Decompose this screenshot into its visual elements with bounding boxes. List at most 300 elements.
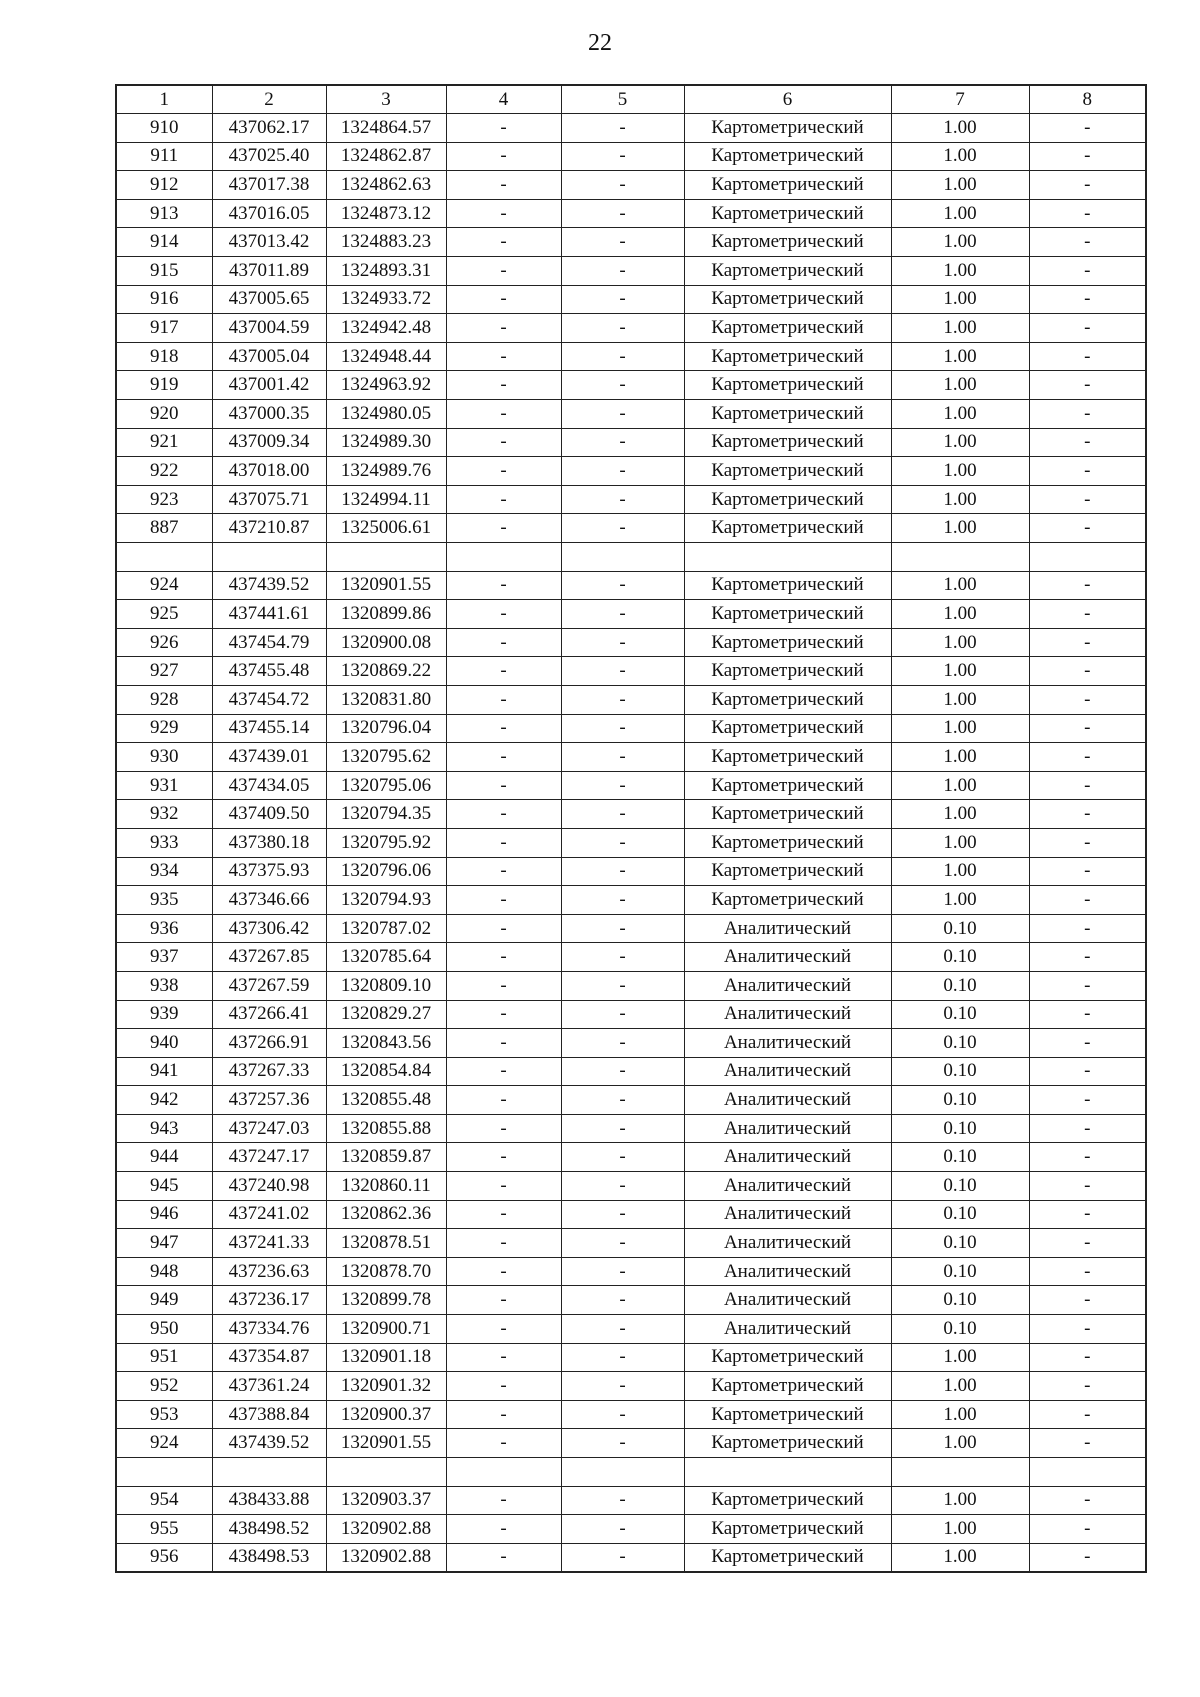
y-coordinate-cell: 1324893.31	[326, 257, 446, 286]
method-cell: Картометрический	[684, 171, 891, 200]
y-coordinate-cell: 1324963.92	[326, 371, 446, 400]
x-coordinate-cell: 437361.24	[212, 1372, 326, 1401]
column-8-cell: -	[1029, 1286, 1146, 1315]
column-4-cell: -	[446, 685, 561, 714]
y-coordinate-cell: 1320794.35	[326, 800, 446, 829]
table-row	[116, 1315, 1146, 1344]
y-coordinate-cell: 1320854.84	[326, 1057, 446, 1086]
method-cell: Картометрический	[684, 314, 891, 343]
point-number-cell: 949	[116, 1286, 212, 1315]
table-row	[116, 1172, 1146, 1201]
column-5-cell: -	[561, 600, 684, 629]
column-8-cell: -	[1029, 314, 1146, 343]
method-cell: Картометрический	[684, 771, 891, 800]
column-5-cell: -	[561, 1086, 684, 1115]
y-coordinate-cell: 1320795.06	[326, 771, 446, 800]
column-4-cell: -	[446, 199, 561, 228]
column-4-cell: -	[446, 1029, 561, 1058]
table-row	[116, 1029, 1146, 1058]
point-number-cell: 953	[116, 1400, 212, 1429]
accuracy-cell: 0.10	[891, 1143, 1029, 1172]
y-coordinate-cell: 1324873.12	[326, 199, 446, 228]
table-row	[116, 857, 1146, 886]
y-coordinate-cell: 1320809.10	[326, 971, 446, 1000]
point-number-cell: 918	[116, 342, 212, 371]
accuracy-cell: 1.00	[891, 857, 1029, 886]
y-coordinate-cell: 1324942.48	[326, 314, 446, 343]
table-row	[116, 1086, 1146, 1115]
point-number-cell: 929	[116, 714, 212, 743]
accuracy-cell: 1.00	[891, 743, 1029, 772]
point-number-cell: 938	[116, 971, 212, 1000]
column-5-cell: -	[561, 1057, 684, 1086]
table-row	[116, 1257, 1146, 1286]
point-number-cell: 941	[116, 1057, 212, 1086]
x-coordinate-cell: 437267.59	[212, 971, 326, 1000]
method-cell: Картометрический	[684, 600, 891, 629]
column-8-cell: -	[1029, 1486, 1146, 1515]
column-8-cell: -	[1029, 657, 1146, 686]
y-coordinate-cell: 1324994.11	[326, 485, 446, 514]
method-cell: Картометрический	[684, 828, 891, 857]
column-4-cell: -	[446, 1200, 561, 1229]
accuracy-cell: 1.00	[891, 657, 1029, 686]
accuracy-cell: 1.00	[891, 685, 1029, 714]
column-4-cell: -	[446, 971, 561, 1000]
point-number-cell: 913	[116, 199, 212, 228]
accuracy-cell: 1.00	[891, 457, 1029, 486]
table-row	[116, 428, 1146, 457]
point-number-cell: 925	[116, 600, 212, 629]
x-coordinate-cell: 437247.03	[212, 1114, 326, 1143]
method-cell: Аналитический	[684, 1000, 891, 1029]
column-8-cell: -	[1029, 171, 1146, 200]
accuracy-cell: 0.10	[891, 1029, 1029, 1058]
column-5-cell: -	[561, 1000, 684, 1029]
column-8-cell: -	[1029, 1257, 1146, 1286]
x-coordinate-cell: 437266.41	[212, 1000, 326, 1029]
point-number-cell: 917	[116, 314, 212, 343]
y-coordinate-cell: 1320787.02	[326, 914, 446, 943]
x-coordinate-cell: 437241.02	[212, 1200, 326, 1229]
table-row	[116, 1200, 1146, 1229]
method-cell: Картометрический	[684, 1400, 891, 1429]
x-coordinate-cell: 438498.53	[212, 1543, 326, 1572]
point-number-cell: 921	[116, 428, 212, 457]
y-coordinate-cell: 1320903.37	[326, 1486, 446, 1515]
y-coordinate-cell: 1320902.88	[326, 1515, 446, 1544]
point-number-cell: 934	[116, 857, 212, 886]
method-cell: Картометрический	[684, 1429, 891, 1458]
x-coordinate-cell: 437434.05	[212, 771, 326, 800]
accuracy-cell: 1.00	[891, 600, 1029, 629]
column-4-cell: -	[446, 600, 561, 629]
x-coordinate-cell: 437009.34	[212, 428, 326, 457]
column-4-cell: -	[446, 371, 561, 400]
table-row	[116, 543, 1146, 572]
x-coordinate-cell: 437017.38	[212, 171, 326, 200]
method-cell: Аналитический	[684, 1172, 891, 1201]
accuracy-cell: 1.00	[891, 428, 1029, 457]
y-coordinate-cell: 1320900.08	[326, 628, 446, 657]
method-cell: Картометрический	[684, 857, 891, 886]
method-cell: Картометрический	[684, 342, 891, 371]
column-5-cell: -	[561, 714, 684, 743]
column-5-cell: -	[561, 228, 684, 257]
column-5-cell: -	[561, 171, 684, 200]
column-8-cell: -	[1029, 257, 1146, 286]
column-8-cell: -	[1029, 628, 1146, 657]
x-coordinate-cell: 437375.93	[212, 857, 326, 886]
x-coordinate-cell: 437236.17	[212, 1286, 326, 1315]
column-8-cell: -	[1029, 714, 1146, 743]
x-coordinate-cell: 437306.42	[212, 914, 326, 943]
table-row	[116, 1000, 1146, 1029]
method-cell: Аналитический	[684, 943, 891, 972]
point-number-cell: 952	[116, 1372, 212, 1401]
table-row	[116, 285, 1146, 314]
table-row	[116, 828, 1146, 857]
table-row	[116, 1486, 1146, 1515]
table-row	[116, 600, 1146, 629]
column-5-cell: -	[561, 1429, 684, 1458]
column-5-cell: -	[561, 886, 684, 915]
y-coordinate-cell: 1320901.18	[326, 1343, 446, 1372]
method-cell: Картометрический	[684, 142, 891, 171]
column-8-cell: -	[1029, 1172, 1146, 1201]
column-8-cell: -	[1029, 1143, 1146, 1172]
column-8-cell: -	[1029, 428, 1146, 457]
column-4-cell: -	[446, 485, 561, 514]
x-coordinate-cell: 438433.88	[212, 1486, 326, 1515]
column-5-cell: -	[561, 1486, 684, 1515]
accuracy-cell: 1.00	[891, 314, 1029, 343]
column-5-cell: -	[561, 1029, 684, 1058]
point-number-cell: 914	[116, 228, 212, 257]
method-cell: Картометрический	[684, 800, 891, 829]
point-number-cell: 955	[116, 1515, 212, 1544]
accuracy-cell: 0.10	[891, 943, 1029, 972]
column-header: 7	[891, 85, 1029, 114]
x-coordinate-cell: 437354.87	[212, 1343, 326, 1372]
column-5-cell	[561, 1458, 684, 1487]
y-coordinate-cell: 1320795.92	[326, 828, 446, 857]
method-cell: Картометрический	[684, 285, 891, 314]
column-4-cell: -	[446, 1000, 561, 1029]
method-cell: Аналитический	[684, 1229, 891, 1258]
column-8-cell	[1029, 543, 1146, 572]
point-number-cell: 932	[116, 800, 212, 829]
method-cell	[684, 543, 891, 572]
column-4-cell: -	[446, 142, 561, 171]
table-row	[116, 1286, 1146, 1315]
column-8-cell: -	[1029, 1543, 1146, 1572]
page-number: 22	[588, 30, 612, 56]
x-coordinate-cell: 437075.71	[212, 485, 326, 514]
column-8-cell: -	[1029, 285, 1146, 314]
method-cell: Картометрический	[684, 228, 891, 257]
column-4-cell: -	[446, 1343, 561, 1372]
x-coordinate-cell: 437267.33	[212, 1057, 326, 1086]
accuracy-cell: 0.10	[891, 1257, 1029, 1286]
point-number-cell: 911	[116, 142, 212, 171]
column-5-cell: -	[561, 1143, 684, 1172]
x-coordinate-cell: 437455.48	[212, 657, 326, 686]
column-header: 8	[1029, 85, 1146, 114]
accuracy-cell: 0.10	[891, 1114, 1029, 1143]
column-8-cell: -	[1029, 600, 1146, 629]
y-coordinate-cell: 1320855.48	[326, 1086, 446, 1115]
y-coordinate-cell: 1320902.88	[326, 1543, 446, 1572]
accuracy-cell: 1.00	[891, 571, 1029, 600]
column-8-cell: -	[1029, 1200, 1146, 1229]
column-4-cell: -	[446, 228, 561, 257]
point-number-cell: 940	[116, 1029, 212, 1058]
method-cell: Картометрический	[684, 714, 891, 743]
column-4-cell: -	[446, 1486, 561, 1515]
column-4-cell: -	[446, 1114, 561, 1143]
x-coordinate-cell: 437025.40	[212, 142, 326, 171]
x-coordinate-cell: 437241.33	[212, 1229, 326, 1258]
point-number-cell: 922	[116, 457, 212, 486]
x-coordinate-cell: 437346.66	[212, 886, 326, 915]
table-row	[116, 485, 1146, 514]
column-4-cell: -	[446, 514, 561, 543]
accuracy-cell: 1.00	[891, 1543, 1029, 1572]
point-number-cell: 910	[116, 114, 212, 143]
method-cell: Картометрический	[684, 257, 891, 286]
column-5-cell: -	[561, 1515, 684, 1544]
column-8-cell: -	[1029, 857, 1146, 886]
column-8-cell: -	[1029, 1515, 1146, 1544]
column-5-cell: -	[561, 428, 684, 457]
accuracy-cell: 0.10	[891, 1315, 1029, 1344]
table-row	[116, 628, 1146, 657]
x-coordinate-cell: 437005.65	[212, 285, 326, 314]
column-5-cell: -	[561, 914, 684, 943]
x-coordinate-cell: 437011.89	[212, 257, 326, 286]
x-coordinate-cell: 437439.01	[212, 743, 326, 772]
method-cell: Картометрический	[684, 1486, 891, 1515]
column-4-cell: -	[446, 886, 561, 915]
column-4-cell	[446, 1458, 561, 1487]
column-5-cell: -	[561, 1372, 684, 1401]
point-number-cell: 946	[116, 1200, 212, 1229]
column-5-cell: -	[561, 400, 684, 429]
column-4-cell: -	[446, 800, 561, 829]
x-coordinate-cell: 437000.35	[212, 400, 326, 429]
accuracy-cell: 1.00	[891, 1400, 1029, 1429]
y-coordinate-cell: 1320878.51	[326, 1229, 446, 1258]
method-cell: Картометрический	[684, 628, 891, 657]
column-8-cell: -	[1029, 1000, 1146, 1029]
point-number-cell: 947	[116, 1229, 212, 1258]
column-5-cell: -	[561, 943, 684, 972]
point-number-cell: 939	[116, 1000, 212, 1029]
column-5-cell: -	[561, 199, 684, 228]
y-coordinate-cell: 1320860.11	[326, 1172, 446, 1201]
method-cell: Аналитический	[684, 914, 891, 943]
column-4-cell: -	[446, 771, 561, 800]
column-5-cell: -	[561, 1286, 684, 1315]
coordinates-table	[115, 84, 1147, 1573]
column-8-cell: -	[1029, 571, 1146, 600]
column-5-cell: -	[561, 1400, 684, 1429]
method-cell: Аналитический	[684, 971, 891, 1000]
y-coordinate-cell: 1324989.76	[326, 457, 446, 486]
table-row	[116, 171, 1146, 200]
column-8-cell: -	[1029, 114, 1146, 143]
point-number-cell: 950	[116, 1315, 212, 1344]
accuracy-cell: 1.00	[891, 285, 1029, 314]
column-header: 5	[561, 85, 684, 114]
column-5-cell	[561, 543, 684, 572]
column-5-cell: -	[561, 571, 684, 600]
column-4-cell: -	[446, 1286, 561, 1315]
method-cell: Картометрический	[684, 114, 891, 143]
y-coordinate-cell: 1320878.70	[326, 1257, 446, 1286]
x-coordinate-cell	[212, 1458, 326, 1487]
point-number-cell: 915	[116, 257, 212, 286]
table-header-row	[116, 85, 1146, 114]
method-cell: Картометрический	[684, 428, 891, 457]
method-cell	[684, 1458, 891, 1487]
table-row	[116, 257, 1146, 286]
column-8-cell: -	[1029, 1029, 1146, 1058]
table-row	[116, 1343, 1146, 1372]
column-5-cell: -	[561, 800, 684, 829]
column-8-cell: -	[1029, 971, 1146, 1000]
accuracy-cell: 1.00	[891, 228, 1029, 257]
accuracy-cell: 1.00	[891, 485, 1029, 514]
column-4-cell: -	[446, 714, 561, 743]
accuracy-cell: 0.10	[891, 1086, 1029, 1115]
column-8-cell: -	[1029, 943, 1146, 972]
point-number-cell: 936	[116, 914, 212, 943]
method-cell: Картометрический	[684, 1543, 891, 1572]
x-coordinate-cell: 437004.59	[212, 314, 326, 343]
method-cell: Аналитический	[684, 1029, 891, 1058]
point-number-cell: 923	[116, 485, 212, 514]
y-coordinate-cell: 1320901.55	[326, 571, 446, 600]
column-5-cell: -	[561, 1543, 684, 1572]
table-row	[116, 1458, 1146, 1487]
point-number-cell: 930	[116, 743, 212, 772]
column-8-cell: -	[1029, 800, 1146, 829]
x-coordinate-cell: 437334.76	[212, 1315, 326, 1344]
y-coordinate-cell: 1320843.56	[326, 1029, 446, 1058]
y-coordinate-cell: 1320859.87	[326, 1143, 446, 1172]
column-8-cell: -	[1029, 886, 1146, 915]
y-coordinate-cell: 1324862.63	[326, 171, 446, 200]
table-row	[116, 1057, 1146, 1086]
method-cell: Аналитический	[684, 1315, 891, 1344]
column-5-cell: -	[561, 1257, 684, 1286]
method-cell: Аналитический	[684, 1086, 891, 1115]
y-coordinate-cell: 1320829.27	[326, 1000, 446, 1029]
column-8-cell: -	[1029, 1343, 1146, 1372]
point-number-cell: 933	[116, 828, 212, 857]
column-4-cell: -	[446, 1143, 561, 1172]
column-5-cell: -	[561, 342, 684, 371]
point-number-cell: 942	[116, 1086, 212, 1115]
column-4-cell	[446, 543, 561, 572]
x-coordinate-cell: 438498.52	[212, 1515, 326, 1544]
point-number-cell: 951	[116, 1343, 212, 1372]
y-coordinate-cell: 1320855.88	[326, 1114, 446, 1143]
column-4-cell: -	[446, 1172, 561, 1201]
accuracy-cell: 1.00	[891, 800, 1029, 829]
x-coordinate-cell: 437018.00	[212, 457, 326, 486]
column-8-cell: -	[1029, 1429, 1146, 1458]
column-8-cell: -	[1029, 1086, 1146, 1115]
table-row	[116, 886, 1146, 915]
accuracy-cell: 0.10	[891, 1200, 1029, 1229]
column-5-cell: -	[561, 1114, 684, 1143]
x-coordinate-cell: 437388.84	[212, 1400, 326, 1429]
table-row	[116, 571, 1146, 600]
column-5-cell: -	[561, 857, 684, 886]
method-cell: Аналитический	[684, 1286, 891, 1315]
point-number-cell: 916	[116, 285, 212, 314]
method-cell: Картометрический	[684, 400, 891, 429]
method-cell: Картометрический	[684, 485, 891, 514]
y-coordinate-cell: 1320899.86	[326, 600, 446, 629]
y-coordinate-cell: 1320831.80	[326, 685, 446, 714]
column-4-cell: -	[446, 1229, 561, 1258]
x-coordinate-cell: 437454.79	[212, 628, 326, 657]
method-cell: Картометрический	[684, 199, 891, 228]
point-number-cell: 924	[116, 1429, 212, 1458]
column-8-cell: -	[1029, 228, 1146, 257]
column-4-cell: -	[446, 114, 561, 143]
point-number-cell: 912	[116, 171, 212, 200]
method-cell: Картометрический	[684, 886, 891, 915]
column-8-cell: -	[1029, 771, 1146, 800]
y-coordinate-cell	[326, 543, 446, 572]
column-8-cell: -	[1029, 142, 1146, 171]
x-coordinate-cell: 437439.52	[212, 1429, 326, 1458]
x-coordinate-cell: 437441.61	[212, 600, 326, 629]
accuracy-cell: 1.00	[891, 371, 1029, 400]
y-coordinate-cell: 1324933.72	[326, 285, 446, 314]
column-4-cell: -	[446, 628, 561, 657]
y-coordinate-cell: 1320862.36	[326, 1200, 446, 1229]
y-coordinate-cell: 1324862.87	[326, 142, 446, 171]
table-row	[116, 971, 1146, 1000]
accuracy-cell: 0.10	[891, 971, 1029, 1000]
method-cell: Аналитический	[684, 1114, 891, 1143]
method-cell: Аналитический	[684, 1200, 891, 1229]
method-cell: Аналитический	[684, 1257, 891, 1286]
method-cell: Картометрический	[684, 657, 891, 686]
column-4-cell: -	[446, 1515, 561, 1544]
x-coordinate-cell: 437062.17	[212, 114, 326, 143]
column-5-cell: -	[561, 257, 684, 286]
column-8-cell: -	[1029, 685, 1146, 714]
table-row	[116, 342, 1146, 371]
point-number-cell: 927	[116, 657, 212, 686]
point-number-cell: 937	[116, 943, 212, 972]
column-4-cell: -	[446, 1543, 561, 1572]
table-row	[116, 657, 1146, 686]
y-coordinate-cell: 1320785.64	[326, 943, 446, 972]
y-coordinate-cell: 1320795.62	[326, 743, 446, 772]
column-4-cell: -	[446, 571, 561, 600]
point-number-cell: 943	[116, 1114, 212, 1143]
y-coordinate-cell	[326, 1458, 446, 1487]
x-coordinate-cell: 437266.91	[212, 1029, 326, 1058]
